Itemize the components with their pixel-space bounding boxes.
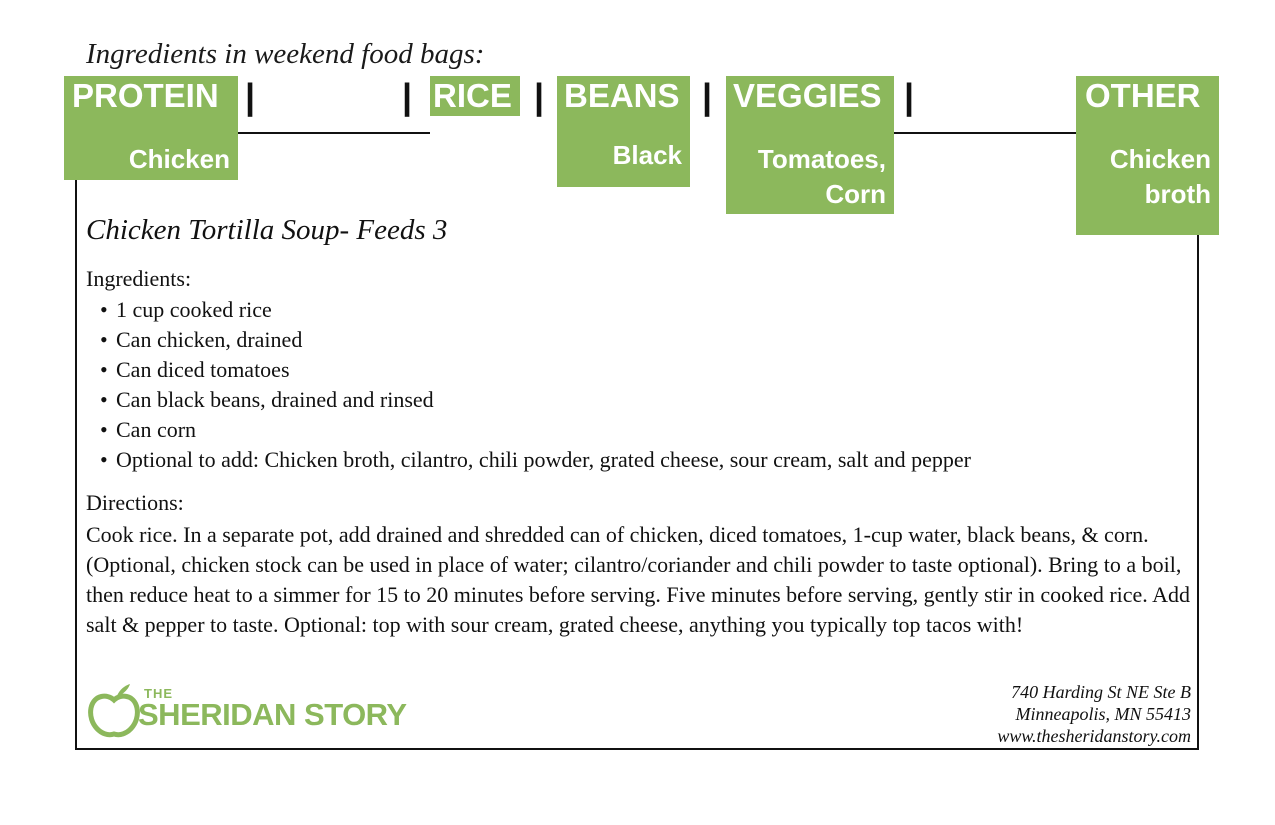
- list-item: [100, 355, 971, 385]
- bullet: •: [100, 447, 108, 472]
- separator: |: [534, 76, 545, 117]
- ingredient-text: Can chicken, drained: [116, 327, 303, 352]
- directions-text: Cook rice. In a separate pot, add drained and shredded can of chicken, diced tomatoes, 1-cup water, black beans, & corn. (Optional, chicken stock can be used in place of water; cilantro/coriander and chili powder to taste optional). Bring to a boil, then reduce heat to a simmer for 15 to 20 minutes before serving. Five minutes before serving, gently stir in cooked rice. Add salt & pepper to taste. Optional: top with sour cream, grated cheese, anything you typically top tacos with!: [86, 522, 1190, 637]
- category-other: [1076, 76, 1219, 235]
- list-item: [100, 415, 971, 445]
- ingredient-text: Can black beans, drained and rinsed: [116, 387, 434, 412]
- category-label-rice: RICE: [433, 77, 512, 114]
- ingredients-heading: Ingredients:: [86, 266, 192, 291]
- address-block: [997, 681, 1191, 747]
- list-item: [100, 325, 971, 355]
- category-protein: [64, 76, 238, 180]
- category-value-veggies-line2: Corn: [825, 179, 886, 209]
- logo-the: THE: [144, 686, 173, 701]
- category-value-veggies-line1: Tomatoes,: [757, 144, 886, 174]
- separator: |: [702, 76, 713, 117]
- ingredient-text: Optional to add: Chicken broth, cilantro, chili powder, grated cheese, sour cream, salt and pepper: [116, 447, 972, 472]
- border-gap-rice: [430, 128, 558, 136]
- border-gap-veggies: [689, 128, 727, 136]
- ingredient-text: Can diced tomatoes: [116, 357, 290, 382]
- category-value-beans: Black: [612, 140, 682, 170]
- bullet: •: [100, 297, 108, 322]
- list-item: [100, 445, 971, 475]
- directions-heading: Directions:: [86, 490, 184, 515]
- category-label-protein: PROTEIN: [72, 77, 219, 114]
- category-label-other: OTHER: [1085, 77, 1201, 114]
- bullet: •: [100, 387, 108, 412]
- category-beans: [557, 76, 690, 187]
- recipe-title: Chicken Tortilla Soup- Feeds 3: [86, 214, 448, 246]
- category-label-veggies: VEGGIES: [733, 77, 882, 114]
- address-line-1: 740 Harding St NE Ste B: [1011, 682, 1191, 702]
- category-veggies: [726, 76, 894, 214]
- category-label-beans: BEANS: [564, 77, 680, 114]
- ingredient-text: 1 cup cooked rice: [116, 297, 272, 322]
- category-rice: [430, 76, 520, 116]
- ingredient-text: Can corn: [116, 417, 197, 442]
- bullet: •: [100, 417, 108, 442]
- separator: |: [904, 76, 915, 117]
- category-value-other-line1: Chicken: [1109, 144, 1211, 174]
- separator: |: [245, 76, 256, 117]
- apple-logo-icon: [86, 680, 142, 740]
- category-value-other-line2: broth: [1144, 179, 1211, 209]
- bullet: •: [100, 357, 108, 382]
- category-value-protein: Chicken: [128, 144, 230, 174]
- ingredient-list: [100, 295, 971, 475]
- address-line-2: Minneapolis, MN 55413: [1015, 704, 1191, 724]
- bullet: •: [100, 327, 108, 352]
- list-item: [100, 385, 971, 415]
- logo-wordmark: SHERIDAN STORY: [138, 697, 407, 732]
- website-link[interactable]: www.thesheridanstory.com: [997, 726, 1191, 746]
- page-heading: Ingredients in weekend food bags:: [86, 38, 485, 70]
- list-item: [100, 295, 971, 325]
- separator: |: [402, 76, 413, 117]
